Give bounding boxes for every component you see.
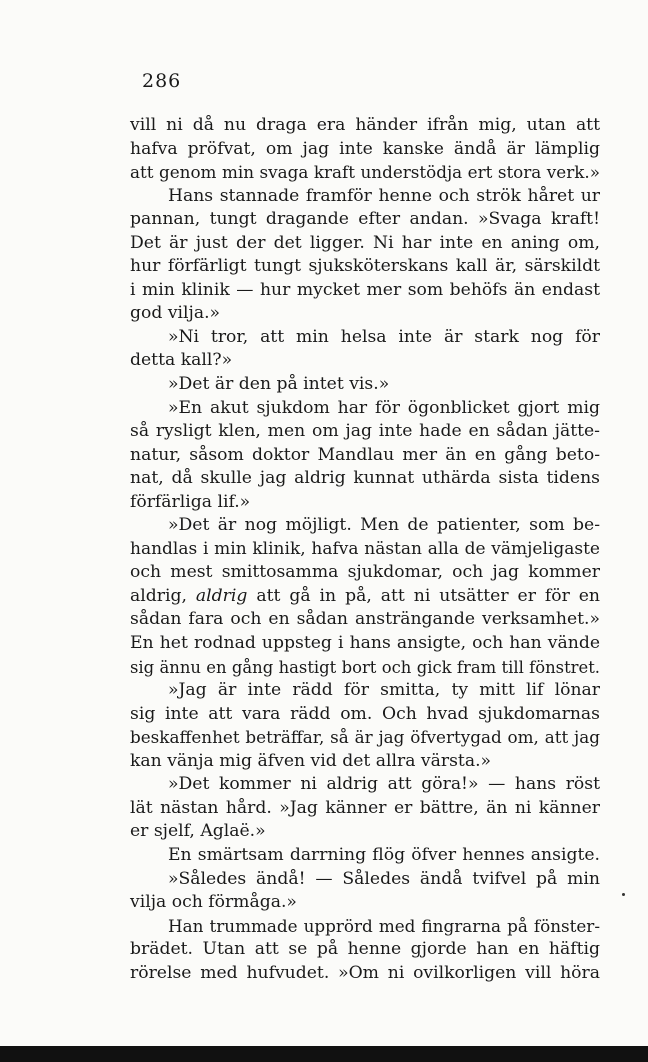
text-line-emphasis xyxy=(130,585,600,609)
text-line: »Ni tror, att min helsa inte är stark nog för xyxy=(168,326,600,347)
text-line: hur förfärligt tungt sjuksköterskans kall är, särskildt xyxy=(130,256,600,277)
text-line: sig inte att vara rädd om. Och hvad sjukdomarnas xyxy=(130,703,600,724)
scan-bottom-edge xyxy=(0,1046,648,1062)
text-line: god vilja.» xyxy=(130,303,221,324)
text-line: i min klinik — hur mycket mer som behöfs än endast xyxy=(130,279,600,300)
text-line: Han trummade upprörd med fingrarna på fönster- xyxy=(168,915,600,936)
text-line: er sjelf, Aglaë.» xyxy=(130,821,266,842)
line-start: aldrig, xyxy=(130,585,196,606)
text-line: »En akut sjukdom har för ögonblicket gjort mig xyxy=(168,397,600,418)
page-number: 286 xyxy=(142,70,182,92)
text-line: hafva pröfvat, om jag inte kanske ändå är lämplig xyxy=(130,138,600,159)
text-line: »Jag är inte rädd för smitta, ty mitt lif lönar xyxy=(168,680,600,701)
text-line: nat, då skulle jag aldrig kunnat uthärda sista tidens xyxy=(130,468,600,489)
text-line: kan vänja mig äfven vid det allra värsta.» xyxy=(130,750,492,771)
text-line: och mest smittosamma sjukdomar, och jag kommer xyxy=(130,562,600,583)
text-line: pannan, tungt dragande efter andan. »Svaga kraft! xyxy=(130,209,600,230)
margin-speck xyxy=(622,893,625,896)
body-text xyxy=(130,114,600,985)
text-line: natur, såsom doktor Mandlau mer än en gång beto- xyxy=(130,444,600,465)
text-line: Hans stannade framför henne och strök håret ur xyxy=(168,185,600,206)
text-line: sådan fara och en sådan ansträngande verksamhet.» xyxy=(130,609,600,630)
emphasized-word: aldrig xyxy=(195,585,248,606)
text-line: brädet. Utan att se på henne gjorde han en häftig xyxy=(130,939,600,960)
text-line: beskaffenhet beträffar, så är jag öfvertygad om, att jag xyxy=(130,727,600,748)
text-line: sig ännu en gång hastigt bort och gick fram till fönstret. xyxy=(130,657,600,677)
line-end: att gå in på, att ni utsätter er för en xyxy=(247,585,600,606)
text-line: »Således ändå! — Således ändå tvifvel på min xyxy=(168,868,600,889)
text-line: vilja och förmåga.» xyxy=(130,892,297,913)
text-line: så rysligt klen, men om jag inte hade en sådan jätte- xyxy=(130,421,600,442)
text-line: detta kall?» xyxy=(130,350,233,371)
text-line: »Det är nog möjligt. Men de patienter, som be- xyxy=(168,515,600,536)
text-line: att genom min svaga kraft understödja ert stora verk.» xyxy=(130,162,600,183)
text-line: vill ni då nu draga era händer ifrån mig, utan att xyxy=(130,115,600,135)
text-line: En het rodnad uppsteg i hans ansigte, och han vände xyxy=(130,633,600,654)
text-line: Det är just der det ligger. Ni har inte en aning om, xyxy=(130,232,600,253)
text-line: En smärtsam darrning flög öfver hennes ansigte. xyxy=(168,844,600,865)
text-line: »Det kommer ni aldrig att göra!» — hans röst xyxy=(168,774,600,795)
text-line: lät nästan hård. »Jag känner er bättre, än ni känner xyxy=(130,797,600,818)
text-line: handlas i min klinik, hafva nästan alla de vämjeligaste xyxy=(130,538,600,559)
text-line: förfärliga lif.» xyxy=(130,491,251,512)
text-line: rörelse med hufvudet. »Om ni ovilkorligen vill höra xyxy=(130,962,600,983)
text-line: »Det är den på intet vis.» xyxy=(168,374,390,395)
